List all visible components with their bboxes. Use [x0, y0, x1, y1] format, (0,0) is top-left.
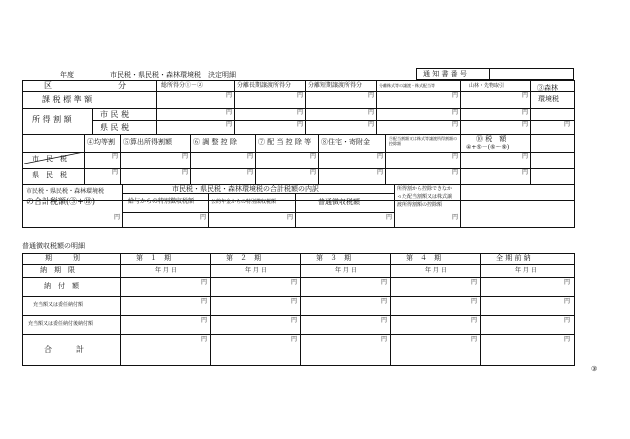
- futsu-label: 普通徴収税額: [318, 198, 360, 206]
- col-kabushiki: 分離株式等の譲渡・株式配当等: [379, 83, 435, 88]
- yen-unit: 円: [522, 153, 529, 160]
- yen-unit: 円: [226, 92, 233, 99]
- kyuyo-label: 給与からの特別徴収税額: [128, 198, 195, 205]
- col-haitowari: ⑨配当割額又は株式等譲渡所得割額の控除額: [389, 136, 457, 146]
- nouki-date-1: 年 月 日: [155, 267, 177, 274]
- yen-unit: 円: [226, 109, 233, 116]
- noufu-label: 納 付 額: [44, 282, 79, 290]
- page-mark: ③: [591, 365, 598, 373]
- document-title: 市民税・県民税・森林環境税 決定明細: [110, 71, 236, 79]
- period-2: 第 ２ 期: [226, 254, 261, 262]
- period-3: 第 ３ 期: [316, 254, 351, 262]
- total-tax-label-2: の合計税額(③+⑩): [26, 197, 95, 206]
- yen-unit: 円: [381, 279, 388, 286]
- mid-shimin-label: 市 民 税: [32, 155, 67, 163]
- period-4: 第 ４ 期: [406, 254, 441, 262]
- mid-kenmin-label: 県 民 税: [32, 171, 67, 179]
- period-zenki: 全 期 前 納: [496, 254, 531, 262]
- yen-unit: 円: [310, 169, 317, 176]
- yen-unit: 円: [368, 121, 375, 128]
- col-chosei: ⑥ 調 整 控 除: [193, 138, 237, 146]
- juto-after-label: 充当額又は委任納付後納付額: [28, 321, 94, 327]
- kojo-note-1: 所得割から控除できなか: [397, 186, 453, 192]
- yen-unit: 円: [201, 336, 208, 343]
- yen-unit: 円: [226, 121, 233, 128]
- col-bunri-tanki: 分離短期譲渡所得分: [308, 82, 363, 89]
- kojo-note-2: った配当割額又は株式譲: [397, 194, 453, 200]
- breakdown-title: 市民税・県民税・森林環境税の合計税額の内訳: [172, 185, 319, 193]
- yen-unit: 円: [522, 121, 529, 128]
- total-tax-label-1: 市民税・県民税・森林環境税: [26, 188, 105, 195]
- col-kintowari: ④均等割: [87, 138, 115, 146]
- yen-unit: 円: [287, 214, 294, 221]
- kubun-ku: 区: [44, 81, 52, 90]
- notice-number-box: [416, 68, 574, 80]
- yen-unit: 円: [452, 109, 459, 116]
- top-kenmin-label: 県 民 税: [100, 123, 130, 132]
- nouki-date-2: 年 月 日: [245, 267, 267, 274]
- kubun-bun: 分: [118, 81, 126, 90]
- yen-unit: 円: [297, 109, 304, 116]
- yen-unit: 円: [112, 153, 119, 160]
- yen-unit: 円: [452, 92, 459, 99]
- notice-number-label: 通 知 書 番 号: [423, 70, 467, 78]
- yen-unit: 円: [564, 279, 571, 286]
- col-jutaku: ⑧住宅・寄附金: [321, 138, 370, 146]
- yen-unit: 円: [182, 169, 189, 176]
- yen-unit: 円: [291, 317, 298, 324]
- shinrin-label-1: ③森林: [537, 84, 558, 92]
- yen-unit: 円: [310, 153, 317, 160]
- juto-label: 充当額又は委任納付額: [33, 302, 84, 308]
- nouki-date-zenki: 年 月 日: [515, 267, 537, 274]
- col-sou-shotoku: 総所得分①－②: [161, 82, 204, 89]
- period-1: 第 １ 期: [136, 254, 171, 262]
- kojo-note-3: 渡所得割額の控除額: [397, 202, 443, 208]
- shinrin-label-2: 環境税: [538, 95, 559, 103]
- yen-unit: 円: [471, 279, 478, 286]
- yen-unit: 円: [247, 153, 254, 160]
- yen-unit: 円: [522, 169, 529, 176]
- shotokuwari-label: 所 得 割 額: [32, 115, 72, 124]
- yen-unit: 円: [471, 336, 478, 343]
- yen-unit: 円: [182, 153, 189, 160]
- yen-unit: 円: [564, 298, 571, 305]
- yen-unit: 円: [564, 121, 571, 128]
- yen-unit: 円: [247, 169, 254, 176]
- kazei-hyojun-label: 課 税 標 準 額: [42, 95, 93, 104]
- yen-unit: 円: [381, 298, 388, 305]
- yen-unit: 円: [291, 279, 298, 286]
- yen-unit: 円: [112, 169, 119, 176]
- yen-unit: 円: [564, 336, 571, 343]
- futsu-section-title: 普通徴収税額の明細: [22, 242, 85, 250]
- nenkin-label: 公的年金からの特別徴収税額: [211, 199, 277, 205]
- yen-unit: 円: [200, 214, 207, 221]
- yen-unit: 円: [377, 169, 384, 176]
- nouki-label: 納 期 限: [40, 266, 75, 274]
- yen-unit: 円: [452, 169, 459, 176]
- zeigaku-formula: ④+⑤－(⑥～⑨): [466, 144, 510, 151]
- zeigaku-label: ⑩ 税 額: [476, 135, 507, 143]
- yen-unit: 円: [452, 121, 459, 128]
- col-sanshutsu: ⑤算出所得割額: [123, 138, 172, 146]
- yen-unit: 円: [522, 109, 529, 116]
- nouki-date-3: 年 月 日: [335, 267, 357, 274]
- yen-unit: 円: [368, 109, 375, 116]
- yen-unit: 円: [297, 121, 304, 128]
- yen-unit: 円: [297, 92, 304, 99]
- col-haito: ⑦ 配 当 控 除 等: [258, 138, 312, 146]
- yen-unit: 円: [377, 153, 384, 160]
- yen-unit: 円: [201, 317, 208, 324]
- yen-unit: 円: [201, 279, 208, 286]
- yen-unit: 円: [386, 214, 393, 221]
- yen-unit: 円: [522, 92, 529, 99]
- yen-unit: 円: [452, 153, 459, 160]
- yen-unit: 円: [381, 336, 388, 343]
- yen-unit: 円: [471, 317, 478, 324]
- gokei-row-box: [22, 334, 575, 366]
- col-sanrin: 山林・先物取引: [469, 83, 505, 89]
- yen-unit: 円: [452, 214, 459, 221]
- fiscal-year-label: 年度: [60, 71, 74, 79]
- yen-unit: 円: [201, 298, 208, 305]
- gokei-label: 合 計: [44, 345, 84, 354]
- yen-unit: 円: [564, 317, 571, 324]
- yen-unit: 円: [291, 298, 298, 305]
- yen-unit: 円: [114, 214, 121, 221]
- kibetsu-label: 期 別: [45, 254, 80, 262]
- yen-unit: 円: [471, 298, 478, 305]
- nouki-date-4: 年 月 日: [425, 267, 447, 274]
- yen-unit: 円: [368, 92, 375, 99]
- col-bunri-choki: 分離長期譲渡所得分: [237, 82, 292, 89]
- yen-unit: 円: [291, 336, 298, 343]
- yen-unit: 円: [381, 317, 388, 324]
- top-shimin-label: 市 民 税: [100, 110, 130, 119]
